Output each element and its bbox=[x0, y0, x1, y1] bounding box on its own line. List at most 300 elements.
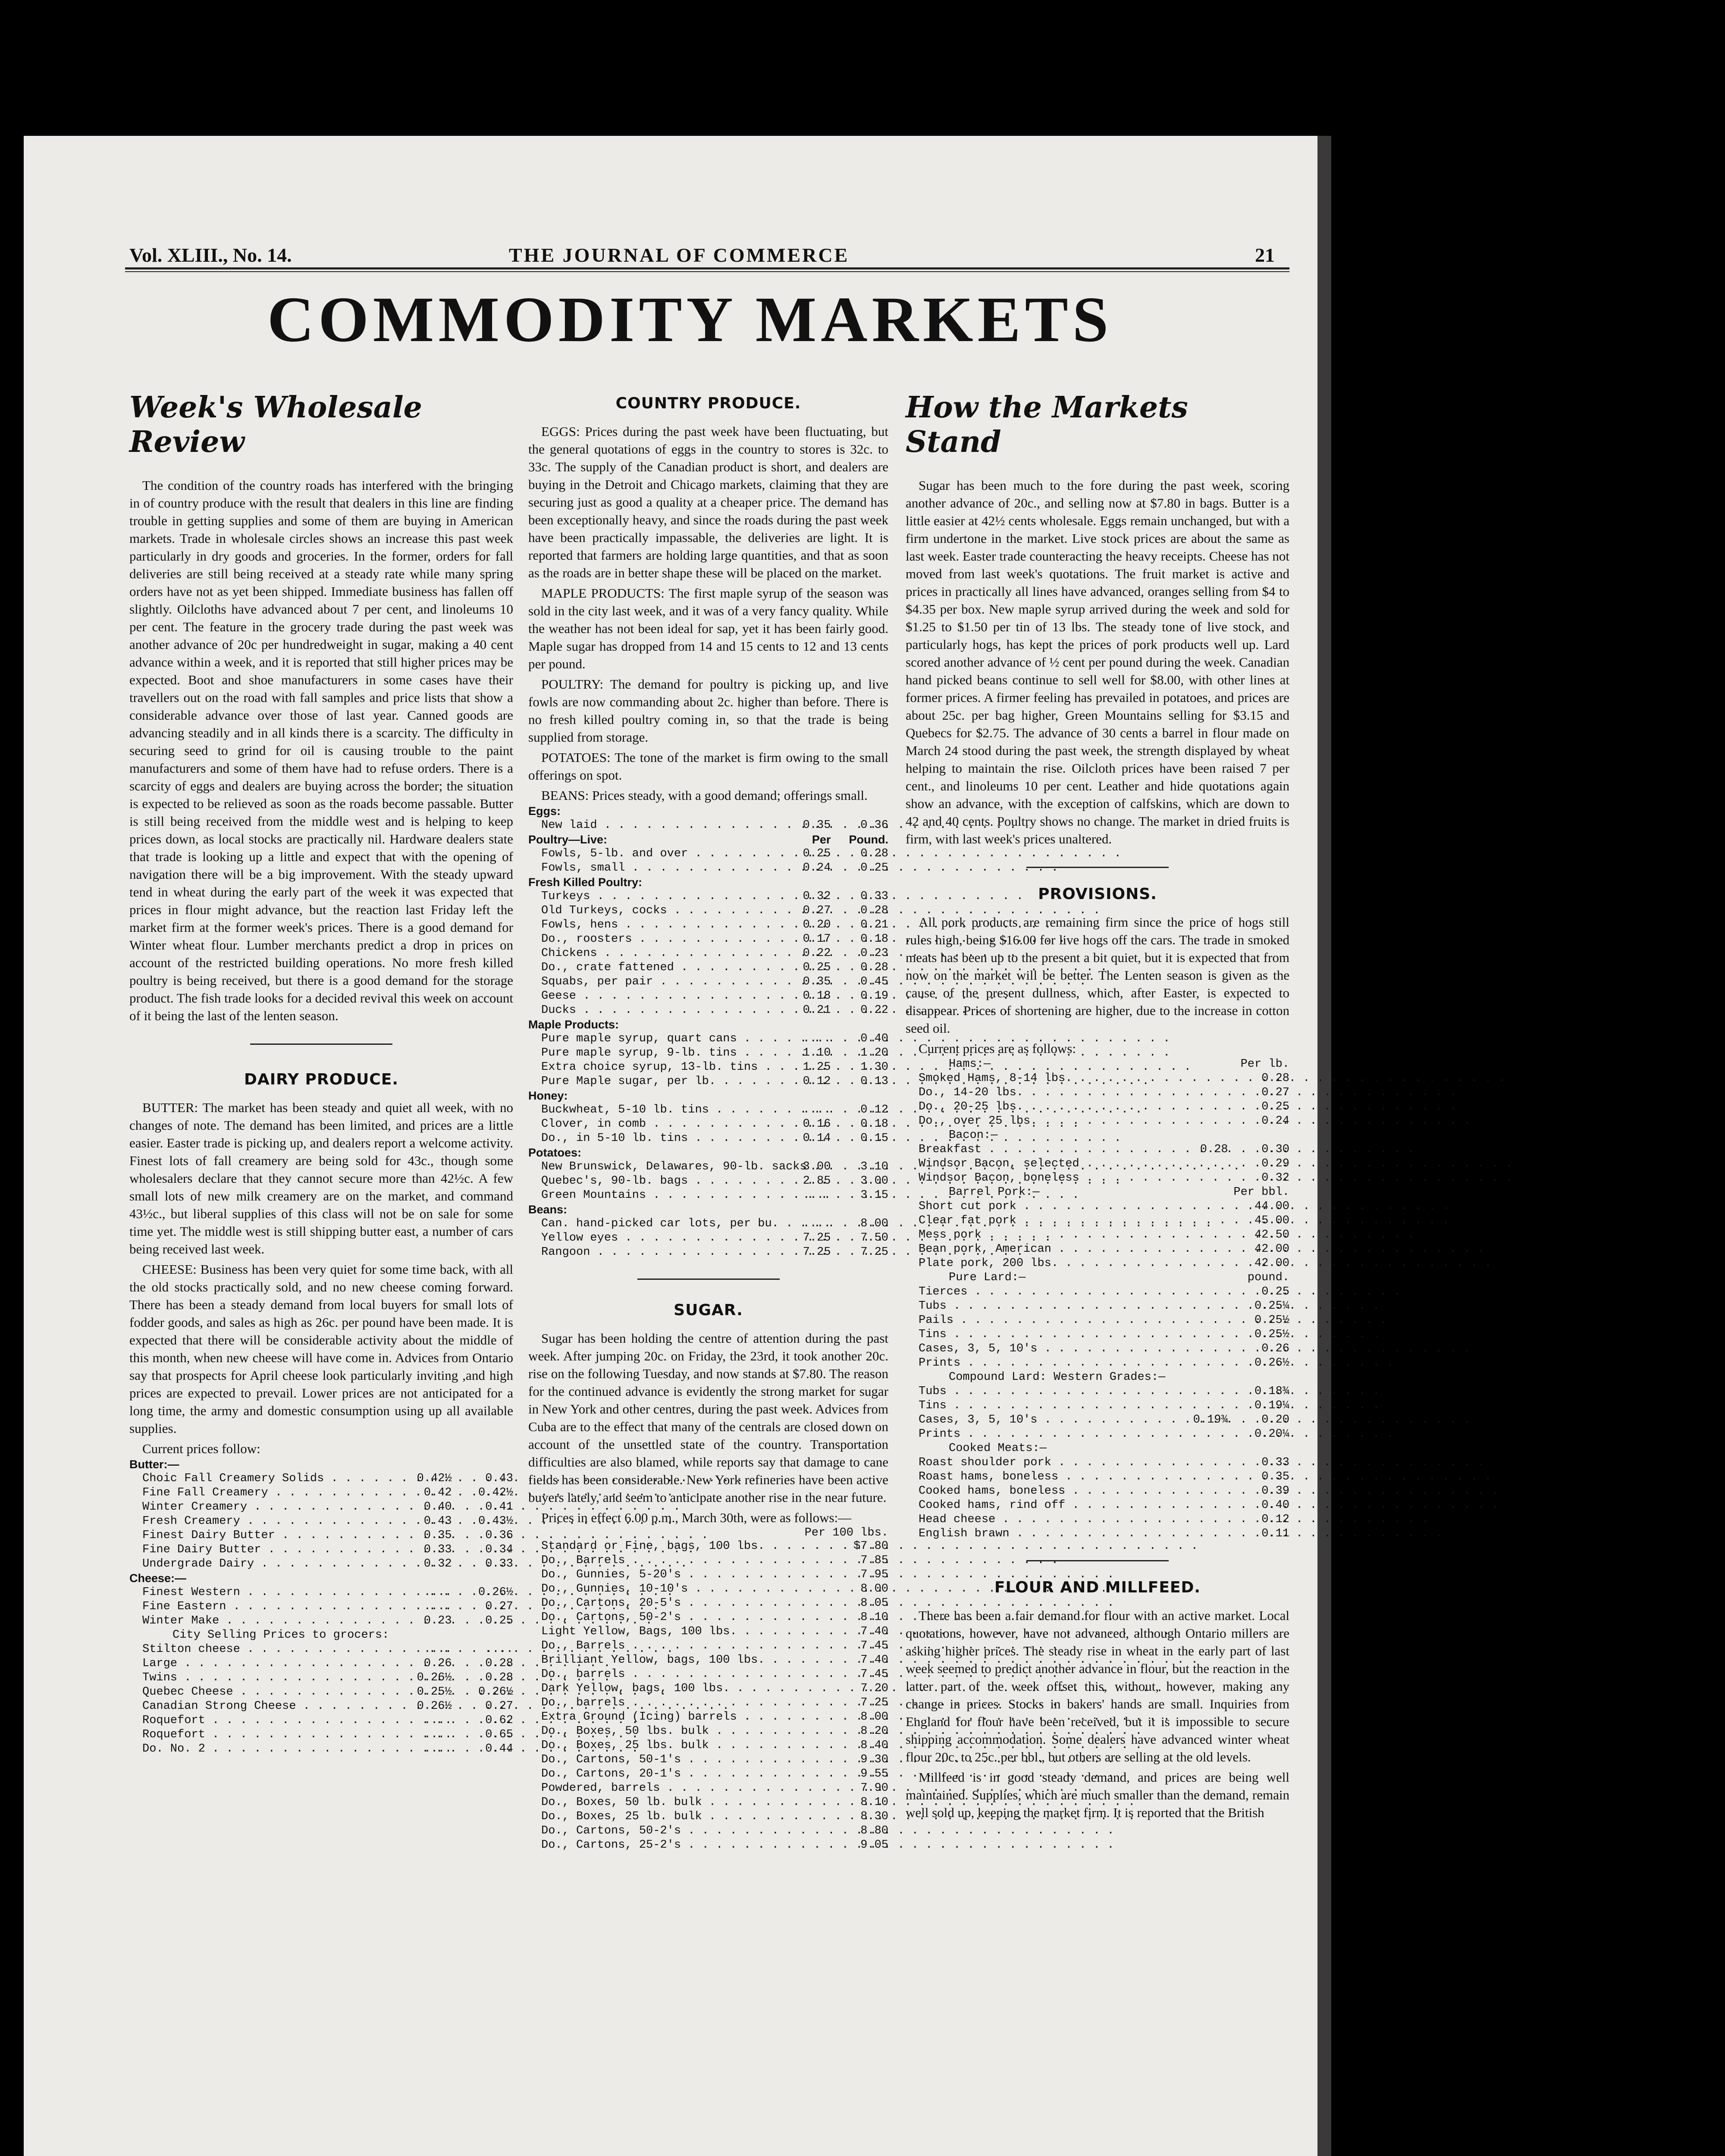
price-high: 0.33 bbox=[485, 1557, 513, 1570]
item-label: English brawn . . . bbox=[906, 1527, 1167, 1541]
item-label: Pure Maple sugar, per lb. . . . bbox=[528, 1075, 773, 1089]
item-label: Turkeys . . . bbox=[528, 890, 773, 904]
price-low: 0.25 bbox=[803, 847, 831, 860]
price-high: 0.34 bbox=[485, 1543, 513, 1556]
price-low: 0.14 bbox=[803, 1132, 831, 1145]
price-row bbox=[528, 875, 888, 890]
journal-name: THE JOURNAL OF COMMERCE bbox=[509, 244, 850, 266]
item-label: Do., Gunnies, 10-10's . . . bbox=[528, 1582, 831, 1596]
price-row bbox=[129, 1472, 513, 1486]
price-row bbox=[528, 1160, 888, 1174]
price-low bbox=[1167, 1442, 1228, 1456]
price-row bbox=[906, 1513, 1289, 1527]
item-label: Fowls, 5-lb. and over . . . bbox=[528, 847, 773, 861]
price-low bbox=[773, 804, 831, 818]
item-label: Do., barrels . . . bbox=[528, 1696, 831, 1710]
beans-text: BEANS: Prices steady, with a good demand; offerings small. bbox=[541, 788, 868, 803]
price-row bbox=[906, 1342, 1289, 1356]
price-low: 0.23 bbox=[423, 1614, 452, 1627]
price-row bbox=[906, 1399, 1289, 1413]
item-label: Honey: bbox=[528, 1089, 568, 1102]
price-high: 0.20¼ bbox=[1254, 1428, 1289, 1441]
price-high: 0.44 bbox=[485, 1742, 513, 1755]
item-label: Plate pork, 200 lbs. . . . bbox=[906, 1257, 1167, 1271]
price-high: 0.33 bbox=[1261, 1456, 1289, 1469]
price-high: 0.25¼ bbox=[1254, 1300, 1289, 1313]
price-row bbox=[906, 1114, 1289, 1128]
price-row bbox=[528, 1824, 888, 1838]
item-label: Poultry—Live: bbox=[528, 833, 608, 846]
price-high: 0.26 bbox=[1261, 1342, 1289, 1355]
price-high: 0.24 bbox=[1261, 1115, 1289, 1128]
price-low: 0.26½ bbox=[417, 1671, 452, 1684]
dairy-prices-intro: Current prices follow: bbox=[142, 1441, 260, 1456]
price-low bbox=[773, 1146, 831, 1160]
section-rule bbox=[637, 1279, 780, 1280]
price-high: 7.25 bbox=[860, 1696, 888, 1709]
price-row bbox=[906, 1527, 1289, 1541]
price-low: 0.16 bbox=[803, 1118, 831, 1131]
price-row bbox=[906, 1185, 1289, 1200]
country-produce-table bbox=[528, 804, 888, 1260]
item-label: Do., Cartons, 50-1's . . . bbox=[528, 1753, 831, 1767]
item-label: Can. hand-picked car lots, per bu. . . . bbox=[528, 1217, 773, 1231]
price-row bbox=[129, 1543, 513, 1557]
price-high: 0.65 bbox=[485, 1728, 513, 1741]
item-label: Ducks . . . bbox=[528, 1003, 773, 1018]
price-row bbox=[528, 1653, 888, 1667]
item-label: Fresh Creamery . . . bbox=[129, 1514, 390, 1529]
price-low bbox=[1167, 1185, 1228, 1200]
item-label: Buckwheat, 5-10 lb. tins . . . bbox=[528, 1103, 773, 1117]
price-row bbox=[129, 1529, 513, 1543]
price-row bbox=[906, 1413, 1289, 1427]
eggs-text: EGGS: Prices during the past week have been fluctuating, but the general quotations of eggs in the country to stores is 32c. to 33c. The supply of the Canadian product is short, and dealers are buying in the Detroit and Chicago markets, claiming that they are securing just as good a quality at a cheaper price. The demand has been exceptionally heavy, and since the roads during the past week have been practically impassable, the deliveries are light. It is reported that farmers are holding large quantities, and that as soon as the roads are in better shape these will be placed on the market. bbox=[528, 424, 888, 580]
item-label: Clover, in comb . . . bbox=[528, 1117, 773, 1131]
price-low: 0.28 bbox=[1200, 1143, 1228, 1156]
item-label: Do., Cartons, 20-5's . . . bbox=[528, 1596, 831, 1611]
volume-number: Vol. XLIII., No. 14. bbox=[129, 244, 292, 266]
price-high: 3.00 bbox=[860, 1175, 888, 1188]
price-row bbox=[528, 1796, 888, 1810]
item-label: Fine Eastern . . . bbox=[129, 1600, 390, 1614]
price-low: .... bbox=[803, 1103, 831, 1116]
price-row bbox=[528, 1075, 888, 1089]
price-row bbox=[906, 1214, 1289, 1228]
price-row bbox=[129, 1486, 513, 1500]
price-row bbox=[906, 1442, 1289, 1456]
item-label: Clear fat pork . . . bbox=[906, 1214, 1167, 1228]
price-low: 0.17 bbox=[803, 933, 831, 946]
item-label: Do., Boxes, 25 lb. bulk . . . bbox=[528, 1810, 831, 1824]
price-high: 0.26½ bbox=[1254, 1357, 1289, 1369]
price-high: 0.33 bbox=[860, 890, 888, 903]
price-row bbox=[528, 1018, 888, 1032]
price-high: 0.30 bbox=[1261, 1143, 1289, 1156]
item-label: Undergrade Dairy . . . bbox=[129, 1557, 390, 1571]
price-low: .... bbox=[803, 1189, 831, 1202]
price-high: 0.36 bbox=[860, 819, 888, 832]
price-row bbox=[906, 1427, 1289, 1442]
price-row bbox=[129, 1628, 513, 1642]
item-label: Quebec's, 90-lb. bags . . . bbox=[528, 1174, 773, 1188]
price-low: 0.33 bbox=[423, 1543, 452, 1556]
price-high: 7.20 bbox=[860, 1682, 888, 1695]
price-low: 1.25 bbox=[803, 1061, 831, 1074]
price-high: 0.21 bbox=[860, 918, 888, 931]
price-row bbox=[129, 1457, 513, 1472]
item-label: Canadian Strong Cheese . . . bbox=[129, 1699, 390, 1714]
price-high: 42.00 bbox=[1254, 1257, 1289, 1270]
price-high bbox=[831, 875, 888, 890]
item-label: Do., Boxes, 25 lbs. bulk . . . bbox=[528, 1739, 831, 1753]
item-label: Bacon:— bbox=[949, 1129, 998, 1142]
item-label: Fresh Killed Poultry: bbox=[528, 876, 643, 889]
price-low: 0.35 bbox=[803, 975, 831, 988]
price-high: 44.00 bbox=[1254, 1200, 1289, 1213]
price-row bbox=[906, 1200, 1289, 1214]
item-label: Do., Boxes, 50 lb. bulk . . . bbox=[528, 1796, 831, 1810]
price-high: 7.25 bbox=[860, 1246, 888, 1259]
price-row bbox=[528, 932, 888, 946]
item-label: Old Turkeys, cocks . . . bbox=[528, 904, 773, 918]
price-high: 0.25 bbox=[860, 862, 888, 874]
price-row bbox=[528, 1032, 888, 1046]
price-row bbox=[528, 1682, 888, 1696]
price-low bbox=[1167, 1271, 1228, 1285]
millfeed-text: Millfeed is in good steady demand, and prices are being well maintained. Supplies, which are much smaller than the demand, remain well sold up, keeping the market firm. It is reported that the British bbox=[906, 1770, 1289, 1820]
section-rule bbox=[1026, 867, 1169, 868]
item-label: Roast hams, boneless . . . bbox=[906, 1470, 1167, 1484]
item-label: Eggs: bbox=[528, 805, 561, 818]
section-rule bbox=[250, 1044, 392, 1045]
price-low: 1.10 bbox=[803, 1047, 831, 1059]
price-row bbox=[906, 1470, 1289, 1484]
provisions-heading: PROVISIONS. bbox=[1038, 885, 1157, 903]
price-high: 0.25 bbox=[1261, 1100, 1289, 1113]
review-heading: Week's Wholesale Review bbox=[129, 390, 422, 459]
dairy-heading: DAIRY PRODUCE. bbox=[244, 1071, 398, 1088]
price-high bbox=[831, 1018, 888, 1032]
price-high: 0.25½ bbox=[1254, 1314, 1289, 1327]
price-row bbox=[528, 904, 888, 918]
price-low bbox=[773, 875, 831, 890]
price-row bbox=[528, 1696, 888, 1710]
item-label: Squabs, per pair . . . bbox=[528, 975, 773, 989]
item-label: Do., over 25 lbs. . . . bbox=[906, 1114, 1167, 1128]
price-high: 42.00 bbox=[1254, 1243, 1289, 1256]
price-row bbox=[528, 818, 888, 833]
price-row bbox=[906, 1370, 1289, 1385]
price-row bbox=[906, 1271, 1289, 1285]
price-high: 7.45 bbox=[860, 1639, 888, 1652]
price-high: 3.15 bbox=[860, 1189, 888, 1202]
price-row bbox=[906, 1242, 1289, 1257]
price-low: 0.25½ bbox=[417, 1686, 452, 1698]
cheese-text: CHEESE: Business has been very quiet for some time back, with all the old stocks practically sold, and no new cheese coming forward. There has been a steady demand from local buyers for small lots of fodder goods, and sales as high as 26c. per pound have been made. It is expected that there will be considerable activity about the middle of this month, when new cheese will have come in. Advices from Ontario say that prospects for April cheese look particularly inviting ,and high prices are expected to prevail. Lower prices are not anticipated for a long time, the army and domestic consumption using up all available supplies. bbox=[129, 1262, 513, 1436]
price-high bbox=[831, 1146, 888, 1160]
price-high: 0.28 bbox=[860, 904, 888, 917]
price-high: 0.40 bbox=[1261, 1499, 1289, 1512]
price-row bbox=[906, 1328, 1289, 1342]
price-row bbox=[906, 1385, 1289, 1399]
item-label: Cooked hams, boneless . . . bbox=[906, 1484, 1167, 1498]
price-low: 7.25 bbox=[803, 1246, 831, 1259]
price-high: 0.29 bbox=[1261, 1157, 1289, 1170]
item-label: Cases, 3, 5, 10's . . . bbox=[906, 1342, 1167, 1356]
section-rule bbox=[1026, 1560, 1169, 1561]
item-label: Windsor Bacon, boneless . . . bbox=[906, 1171, 1167, 1185]
price-row bbox=[528, 1046, 888, 1060]
sugar-heading: SUGAR. bbox=[674, 1301, 743, 1319]
price-row bbox=[528, 1188, 888, 1203]
item-label: Potatoes: bbox=[528, 1146, 582, 1159]
price-high: 42.50 bbox=[1254, 1228, 1289, 1241]
price-low: 0.27 bbox=[803, 904, 831, 917]
price-low bbox=[1167, 1057, 1228, 1072]
price-row bbox=[528, 1554, 888, 1568]
item-label: Hams:— bbox=[949, 1058, 991, 1071]
price-row bbox=[129, 1514, 513, 1529]
price-high bbox=[452, 1457, 513, 1472]
item-label: Barrel Pork:— bbox=[949, 1186, 1040, 1199]
provisions-text: All pork products are remaining firm since the price of hogs still rules high, being $16.00 for live hogs off the cars. The trade in smoked meats has been up to the present a bit quiet, but it is expected that from now on the market will be better. The Lenten season is given as the cause of the present dullness, which, after Easter, is expected to disappear. Prices of shortening are higher, due to the increase in cotton seed oil. bbox=[906, 915, 1289, 1036]
price-high: 0.40 bbox=[860, 1032, 888, 1045]
price-high: 8.00 bbox=[860, 1217, 888, 1230]
price-row bbox=[906, 1171, 1289, 1185]
price-high: 0.11 bbox=[1261, 1527, 1289, 1540]
item-label: City Selling Prices to grocers: bbox=[172, 1629, 389, 1642]
header-rule bbox=[125, 267, 1289, 270]
price-low: .... bbox=[423, 1643, 452, 1656]
price-low bbox=[390, 1457, 452, 1472]
item-label: Brilliant Yellow, bags, 100 lbs. . . . bbox=[528, 1653, 831, 1667]
price-high: 7.40 bbox=[860, 1654, 888, 1667]
price-low bbox=[1167, 1128, 1228, 1143]
item-label: Large . . . bbox=[129, 1657, 390, 1671]
price-low: 0.42½ bbox=[417, 1472, 452, 1485]
price-low: 2.85 bbox=[803, 1175, 831, 1188]
price-row bbox=[129, 1600, 513, 1614]
price-low: 0.26 bbox=[423, 1657, 452, 1670]
item-label: Green Mountains . . . bbox=[528, 1188, 773, 1203]
item-label: Yellow eyes . . . bbox=[528, 1231, 773, 1245]
price-row bbox=[528, 1596, 888, 1611]
item-label: New Brunswick, Delawares, 90-lb. sacks . . . bbox=[528, 1160, 773, 1174]
price-high bbox=[1228, 1370, 1289, 1385]
price-high: 0.27 bbox=[1261, 1086, 1289, 1099]
item-label: Tins . . . bbox=[906, 1399, 1167, 1413]
item-label: Maple Products: bbox=[528, 1018, 619, 1031]
price-row bbox=[906, 1128, 1289, 1143]
price-low: .... bbox=[423, 1714, 452, 1727]
item-label: Cooked Meats:— bbox=[949, 1442, 1047, 1455]
price-high: Pound. bbox=[849, 833, 888, 846]
sugar-text: Sugar has been holding the centre of attention during the past week. After jumping 20c. on Friday, the 23rd, it took another 20c. rise on the following Tuesday, and now stands at $7.80. The reason for the continued advance is evidently the strong market for sugar in New York and other centres, during the past week. Advices from Cuba are to the effect that many of the centrals are closed down on account of the unsettled state of the country. Transportation difficulties are also blamed, while reports say that damage to cane fields has been considerable. New York refineries have been active buyers lately, and seem to anticipate another rise in the near future. bbox=[528, 1331, 888, 1505]
price-high: 0.42½ bbox=[478, 1486, 513, 1499]
price-row bbox=[129, 1657, 513, 1671]
price-low: .... bbox=[423, 1586, 452, 1599]
price-row bbox=[906, 1228, 1289, 1242]
price-high: pound. bbox=[1247, 1271, 1289, 1284]
price-row bbox=[129, 1614, 513, 1628]
price-high: 0.43 bbox=[485, 1472, 513, 1485]
price-low: 0.35 bbox=[803, 819, 831, 832]
item-label: Fowls, hens . . . bbox=[528, 918, 773, 932]
item-label: Twins . . . bbox=[129, 1671, 390, 1685]
price-low: 0.40 bbox=[423, 1501, 452, 1514]
price-high: 7.85 bbox=[860, 1554, 888, 1567]
price-low bbox=[773, 1203, 831, 1217]
price-low: .... bbox=[423, 1728, 452, 1741]
price-high bbox=[831, 1203, 888, 1217]
item-label: Cases, 3, 5, 10's . . . bbox=[906, 1413, 1167, 1427]
price-high: 0.22 bbox=[860, 1004, 888, 1017]
price-row bbox=[528, 1117, 888, 1131]
item-label: Geese . . . bbox=[528, 989, 773, 1003]
item-label: Fine Fall Creamery . . . bbox=[129, 1486, 390, 1500]
item-label: Bean pork, American . . . bbox=[906, 1242, 1167, 1257]
price-row bbox=[528, 1753, 888, 1767]
item-label: Do., Cartons, 50-2's . . . bbox=[528, 1611, 831, 1625]
sugar-prices-intro: Prices in effect 6.00 p.m., March 30th, were as follows:— bbox=[541, 1510, 852, 1525]
price-high: 0.18 bbox=[860, 933, 888, 946]
item-label: Do., Barrels . . . bbox=[528, 1554, 831, 1568]
price-high: 0.20 bbox=[1261, 1413, 1289, 1426]
price-row bbox=[906, 1356, 1289, 1370]
markets-stand-heading: How the Markets Stand bbox=[906, 390, 1188, 459]
provisions-intro: Current prices are as follows: bbox=[919, 1041, 1076, 1056]
price-high: 0.45 bbox=[860, 975, 888, 988]
item-label: Cooked hams, rind off . . . bbox=[906, 1498, 1167, 1513]
price-row bbox=[906, 1456, 1289, 1470]
price-low: 7.25 bbox=[803, 1232, 831, 1244]
flour-text: There has been a fair demand for flour with an active market. Local quotations, however, have not advanced, although Ontario millers are asking higher prices. The steady rise in wheat in the early part of last week seemed to predict another advance in flour, but the reaction in the latter part of the week offset this, without, however, making any change in prices. Stocks in bakers' hands are small. Inquiries from England for flour have been received, but it is impossible to secure shipping accommodation. Some dealers have advanced winter wheat flour 20c. to 25c. per bbl., but others are selling at the old levels. bbox=[906, 1608, 1289, 1764]
item-label: Tubs . . . bbox=[906, 1299, 1167, 1313]
price-low: .... bbox=[803, 1032, 831, 1045]
price-row bbox=[528, 1767, 888, 1781]
price-row bbox=[528, 804, 888, 818]
price-row bbox=[906, 1157, 1289, 1171]
price-row bbox=[528, 1146, 888, 1160]
price-low: 0.20 bbox=[803, 918, 831, 931]
item-label: Do., Boxes, 50 lbs. bulk . . . bbox=[528, 1724, 831, 1739]
price-high: 0.25 bbox=[1261, 1285, 1289, 1298]
price-low: 0.18 bbox=[803, 990, 831, 1003]
price-row bbox=[528, 1539, 888, 1554]
price-low: 0.22 bbox=[803, 947, 831, 960]
item-label: Do., barrels . . . bbox=[528, 1667, 831, 1682]
price-high: 0.28 bbox=[485, 1657, 513, 1670]
price-high: 0.23 bbox=[860, 947, 888, 960]
price-high: 0.19¼ bbox=[1254, 1399, 1289, 1412]
butter-text: BUTTER: The market has been steady and quiet all week, with no changes of note. The demand has been limited, and prices are a little easier. Easter trade is picking up, and dealers report a welcome activity. Finest lots of fall creamery are being sold for 43c., though some wholesalers declare that they cannot secure more than 42½c. A few small lots of new milk creamery are on the market, and command 43½c., but liberal supplies of this class will not be on sale for some time yet. The middle west is still shipping butter east, a number of cars being received last week. bbox=[129, 1100, 513, 1257]
price-high: 0.41 bbox=[485, 1501, 513, 1514]
price-high: 0.35 bbox=[1261, 1470, 1289, 1483]
price-high: 0.28 bbox=[485, 1671, 513, 1684]
price-row bbox=[129, 1671, 513, 1685]
page-number: 21 bbox=[1255, 244, 1275, 266]
price-low: 0.32 bbox=[803, 890, 831, 903]
header-rule-thin bbox=[125, 271, 1289, 272]
price-high: 1.30 bbox=[860, 1061, 888, 1074]
price-high: 0.18¾ bbox=[1254, 1385, 1289, 1398]
price-high: 0.15 bbox=[860, 1132, 888, 1145]
price-high: 0.27 bbox=[485, 1700, 513, 1713]
price-high: 0.26½ bbox=[478, 1686, 513, 1698]
price-low bbox=[1167, 1370, 1228, 1385]
item-label: Do., in 5-10 lb. tins . . . bbox=[528, 1131, 773, 1146]
price-row bbox=[528, 975, 888, 989]
item-label: Rangoon . . . bbox=[528, 1245, 773, 1260]
price-row bbox=[528, 1739, 888, 1753]
price-low: .... bbox=[423, 1742, 452, 1755]
price-high: 7.50 bbox=[860, 1232, 888, 1244]
price-high: 7.90 bbox=[860, 1782, 888, 1795]
item-label: Chickens . . . bbox=[528, 946, 773, 961]
item-label: Do., Cartons, 50-2's . . . bbox=[528, 1824, 831, 1838]
price-row bbox=[906, 1299, 1289, 1313]
price-row bbox=[528, 1810, 888, 1824]
item-label: Winter Creamery . . . bbox=[129, 1500, 390, 1514]
price-row bbox=[528, 1245, 888, 1260]
price-row bbox=[528, 989, 888, 1003]
item-label: Head cheese . . . bbox=[906, 1513, 1167, 1527]
item-label: Pure maple syrup, 9-lb. tins . . . bbox=[528, 1046, 773, 1060]
item-label: Light Yellow, Bags, 100 lbs. . . . bbox=[528, 1625, 831, 1639]
price-low: 0.25 bbox=[803, 961, 831, 974]
price-low: .... bbox=[423, 1600, 452, 1613]
item-label: Roquefort . . . bbox=[129, 1728, 390, 1742]
item-label: Powdered, barrels . . . bbox=[528, 1781, 831, 1796]
price-row bbox=[528, 1838, 888, 1852]
price-high: 0.18 bbox=[860, 1118, 888, 1131]
price-row bbox=[528, 1724, 888, 1739]
price-row bbox=[906, 1143, 1289, 1157]
poultry-text: POULTRY: The demand for poultry is picking up, and live fowls are now commanding about 2c. higher than before. There is no fresh killed poultry coming in, so that the trade is being supplied from storage. bbox=[528, 677, 888, 745]
item-label: Tins . . . bbox=[906, 1328, 1167, 1342]
price-high: 8.10 bbox=[860, 1796, 888, 1809]
item-label: Do., Cartons, 25-2's . . . bbox=[528, 1838, 831, 1852]
price-row bbox=[129, 1642, 513, 1657]
price-row bbox=[129, 1685, 513, 1699]
price-row bbox=[906, 1498, 1289, 1513]
price-row bbox=[906, 1313, 1289, 1328]
price-row bbox=[528, 1103, 888, 1117]
price-row bbox=[528, 1639, 888, 1653]
price-row bbox=[906, 1100, 1289, 1114]
price-high: 8.00 bbox=[860, 1711, 888, 1724]
column-left bbox=[129, 390, 513, 1756]
price-row bbox=[129, 1586, 513, 1600]
price-high: 0.25 bbox=[485, 1614, 513, 1627]
item-label: Quebec Cheese . . . bbox=[129, 1685, 390, 1699]
price-high: 8.05 bbox=[860, 1597, 888, 1610]
price-row bbox=[906, 1057, 1289, 1072]
price-row bbox=[528, 1217, 888, 1231]
price-row bbox=[528, 1582, 888, 1596]
price-row bbox=[528, 1174, 888, 1188]
price-row bbox=[528, 1710, 888, 1724]
price-row bbox=[129, 1728, 513, 1742]
price-high: 0.36 bbox=[485, 1529, 513, 1542]
price-row bbox=[129, 1699, 513, 1714]
price-low: 3.00 bbox=[803, 1160, 831, 1173]
item-label: Fowls, small . . . bbox=[528, 861, 773, 875]
price-row bbox=[528, 1625, 888, 1639]
price-row bbox=[528, 833, 888, 847]
price-high: 8.20 bbox=[860, 1725, 888, 1738]
